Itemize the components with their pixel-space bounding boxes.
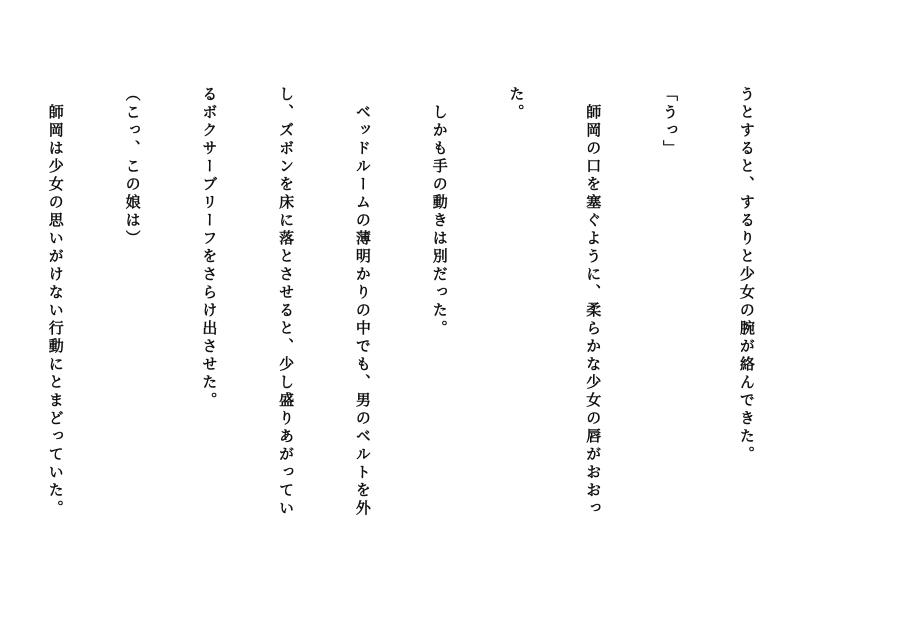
text-line: うとすると、するりと少女の腕が絡んできた。: [737, 86, 756, 464]
vertical-text-body: [0, 86, 810, 556]
text-line: るボクサーブリーフをさらけ出させた。: [200, 86, 219, 410]
text-line: （こっ、この娘は）: [123, 86, 142, 248]
text-line: た。: [507, 86, 526, 122]
text-line: しかも手の動きは別だった。: [430, 86, 449, 338]
text-line: 「うっ」: [661, 86, 680, 158]
text-line: し、ズボンを床に落とさせると、少し盛りあがってい: [277, 86, 296, 518]
text-line: ベッドルームの薄明かりの中でも、男のベルトを外: [353, 86, 372, 518]
text-line: 師岡は少女の思いがけない行動にとまどっていた。: [46, 86, 65, 518]
text-line: 師岡の口を塞ぐように、柔らかな少女の唇がおおっ: [584, 86, 603, 518]
